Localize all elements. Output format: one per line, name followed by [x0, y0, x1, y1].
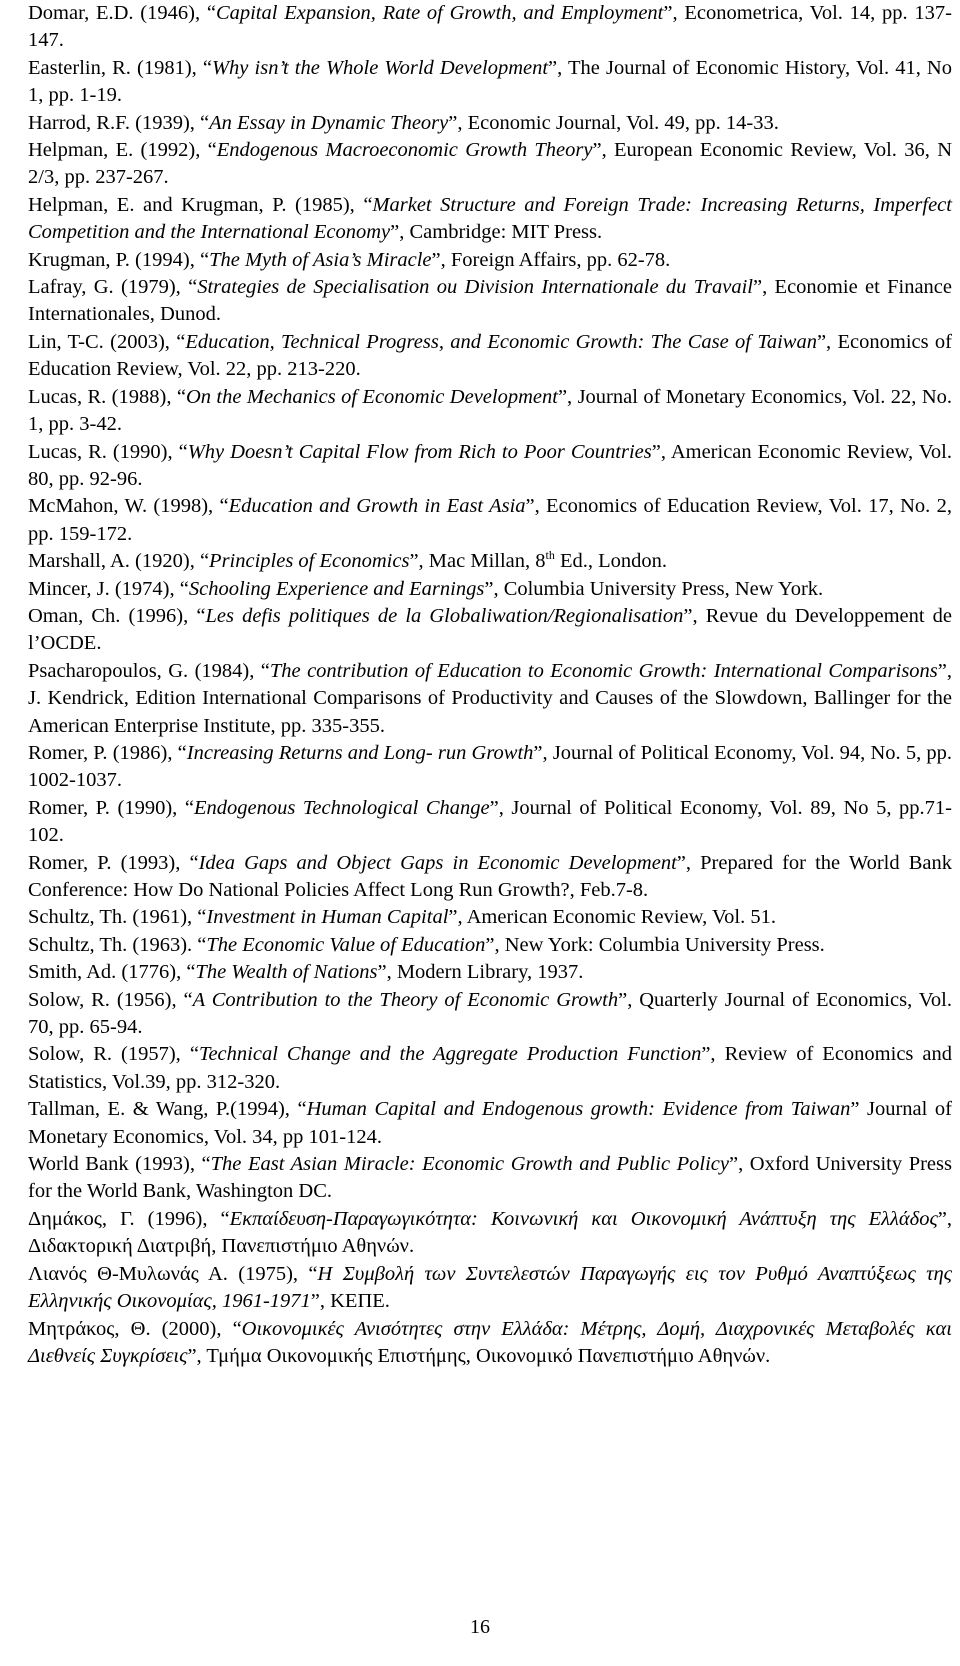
reference-list — [28, 0, 952, 1370]
reference-entry: Smith, Ad. (1776), “The Wealth of Nations”, Modern Library, 1937. — [28, 961, 584, 984]
reference-entry: Λιανός Θ-Μυλωνάς Α. (1975), “Η Συμβολή των Συντελεστών Παραγωγής εις τον Ρυθμό Αναπτύξεως της Ελληνικής Οικονομίας, 1961-1971”, ΚΕΠΕ. — [28, 1262, 952, 1313]
reference-entry: Tallman, E. & Wang, P.(1994), “Human Capital and Endogenous growth: Evidence from Taiwan” Journal of Monetary Economics, Vol. 34, pp 101-124. — [28, 1098, 952, 1148]
reference-entry: Lafray, G. (1979), “Strategies de Specialisation ou Division Internationale du Travail”, Economie et Finance Internationales, Dunod. — [28, 276, 953, 326]
reference-entry: Domar, E.D. (1946), “Capital Expansion, Rate of Growth, and Employment”, Econometrica, Vol. 14, pp. 137-147. — [28, 2, 952, 52]
reference-entry: Μητράκος, Θ. (2000), “Οικονομικές Ανισότητες στην Ελλάδα: Μέτρης, Δομή, Διαχρονικές Μεταβολές και Διεθνείς Συγκρίσεις”, Τμήμα Οικονομικής Επιστήμης, Οικονομικό Πανεπιστήμιο Αθηνών. — [28, 1317, 952, 1367]
reference-entry: Psacharopoulos, G. (1984), “The contribution of Education to Economic Growth: International Comparisons”, J. Kendrick, Edition International Comparisons of Productivity and Causes of the Slowdown, Ballinger for the American Enterprise Institute, pp. 335-355. — [28, 659, 953, 737]
reference-entry: Romer, P. (1990), “Endogenous Technological Change”, Journal of Political Economy, Vol. 89, No 5, pp.71-102. — [28, 796, 952, 847]
reference-entry: Mincer, J. (1974), “Schooling Experience and Earnings”, Columbia University Press, New York. — [28, 577, 824, 600]
reference-entry: World Bank (1993), “The East Asian Miracle: Economic Growth and Public Policy”, Oxford University Press for the World Bank, Washington DC. — [28, 1153, 952, 1203]
reference-entry: Oman, Ch. (1996), “Les defis politiques de la Globaliwation/Regionalisation”, Revue du Developpement de l’OCDE. — [28, 604, 953, 655]
reference-entry: Krugman, P. (1994), “The Myth of Asia’s Miracle”, Foreign Affairs, pp. 62-78. — [28, 248, 671, 271]
reference-entry: Marshall, A. (1920), “Principles of Economics”, Mac Millan, 8th Ed., London. — [28, 548, 668, 573]
reference-entry: Lucas, R. (1990), “Why Doesn’t Capital Flow from Rich to Poor Countries”, American Economic Review, Vol. 80, pp. 92-96. — [28, 440, 953, 490]
reference-entry: Schultz, Th. (1963). “The Economic Value of Education”, New York: Columbia University Press. — [28, 933, 825, 956]
reference-entry: Solow, R. (1956), “A Contribution to the Theory of Economic Growth”, Quarterly Journal of Economics, Vol. 70, pp. 65-94. — [28, 988, 952, 1039]
reference-entry: Romer, P. (1986), “Increasing Returns and Long- run Growth”, Journal of Political Economy, Vol. 94, No. 5, pp. 1002-1037. — [28, 741, 952, 792]
reference-entry: Lucas, R. (1988), “On the Mechanics of Economic Development”, Journal of Monetary Economics, Vol. 22, No. 1, pp. 3-42. — [28, 385, 953, 436]
reference-entry: Helpman, E. and Krugman, P. (1985), “Market Structure and Foreign Trade: Increasing Returns, Imperfect Competition and the International Economy”, Cambridge: MIT Press. — [28, 193, 952, 244]
reference-entry: Harrod, R.F. (1939), “An Essay in Dynamic Theory”, Economic Journal, Vol. 49, pp. 14-33. — [28, 111, 779, 134]
reference-entry: Schultz, Th. (1961), “Investment in Human Capital”, American Economic Review, Vol. 51. — [28, 906, 776, 929]
reference-entry: Solow, R. (1957), “Technical Change and the Aggregate Production Function”, Review of Economics and Statistics, Vol.39, pp. 312-320. — [28, 1043, 953, 1093]
reference-entry: Lin, T-C. (2003), “Education, Technical Progress, and Economic Growth: The Case of Taiwan”, Economics of Education Review, Vol. 22, pp. 213-220. — [28, 330, 952, 381]
reference-entry: McMahon, W. (1998), “Education and Growth in East Asia”, Economics of Education Review, Vol. 17, No. 2, pp. 159-172. — [28, 495, 952, 545]
reference-entry: Helpman, E. (1992), “Endogenous Macroeconomic Growth Theory”, European Economic Review, Vol. 36, N 2/3, pp. 237-267. — [28, 139, 952, 189]
reference-entry: Romer, P. (1993), “Idea Gaps and Object Gaps in Economic Development”, Prepared for the World Bank Conference: How Do National Policies Affect Long Run Growth?, Feb.7-8. — [28, 851, 952, 901]
reference-entry: Easterlin, R. (1981), “Why isn’t the Whole World Development”, The Journal of Economic History, Vol. 41, No 1, pp. 1-19. — [28, 56, 952, 107]
page-number: 16 — [470, 1616, 490, 1638]
reference-entry: Δημάκος, Γ. (1996), “Εκπαίδευση-Παραγωγικότητα: Κοινωνική και Οικονομική Ανάπτυξη της Ελλάδος”, Διδακτορική Διατριβή, Πανεπιστήμιο Αθηνών. — [28, 1207, 952, 1258]
